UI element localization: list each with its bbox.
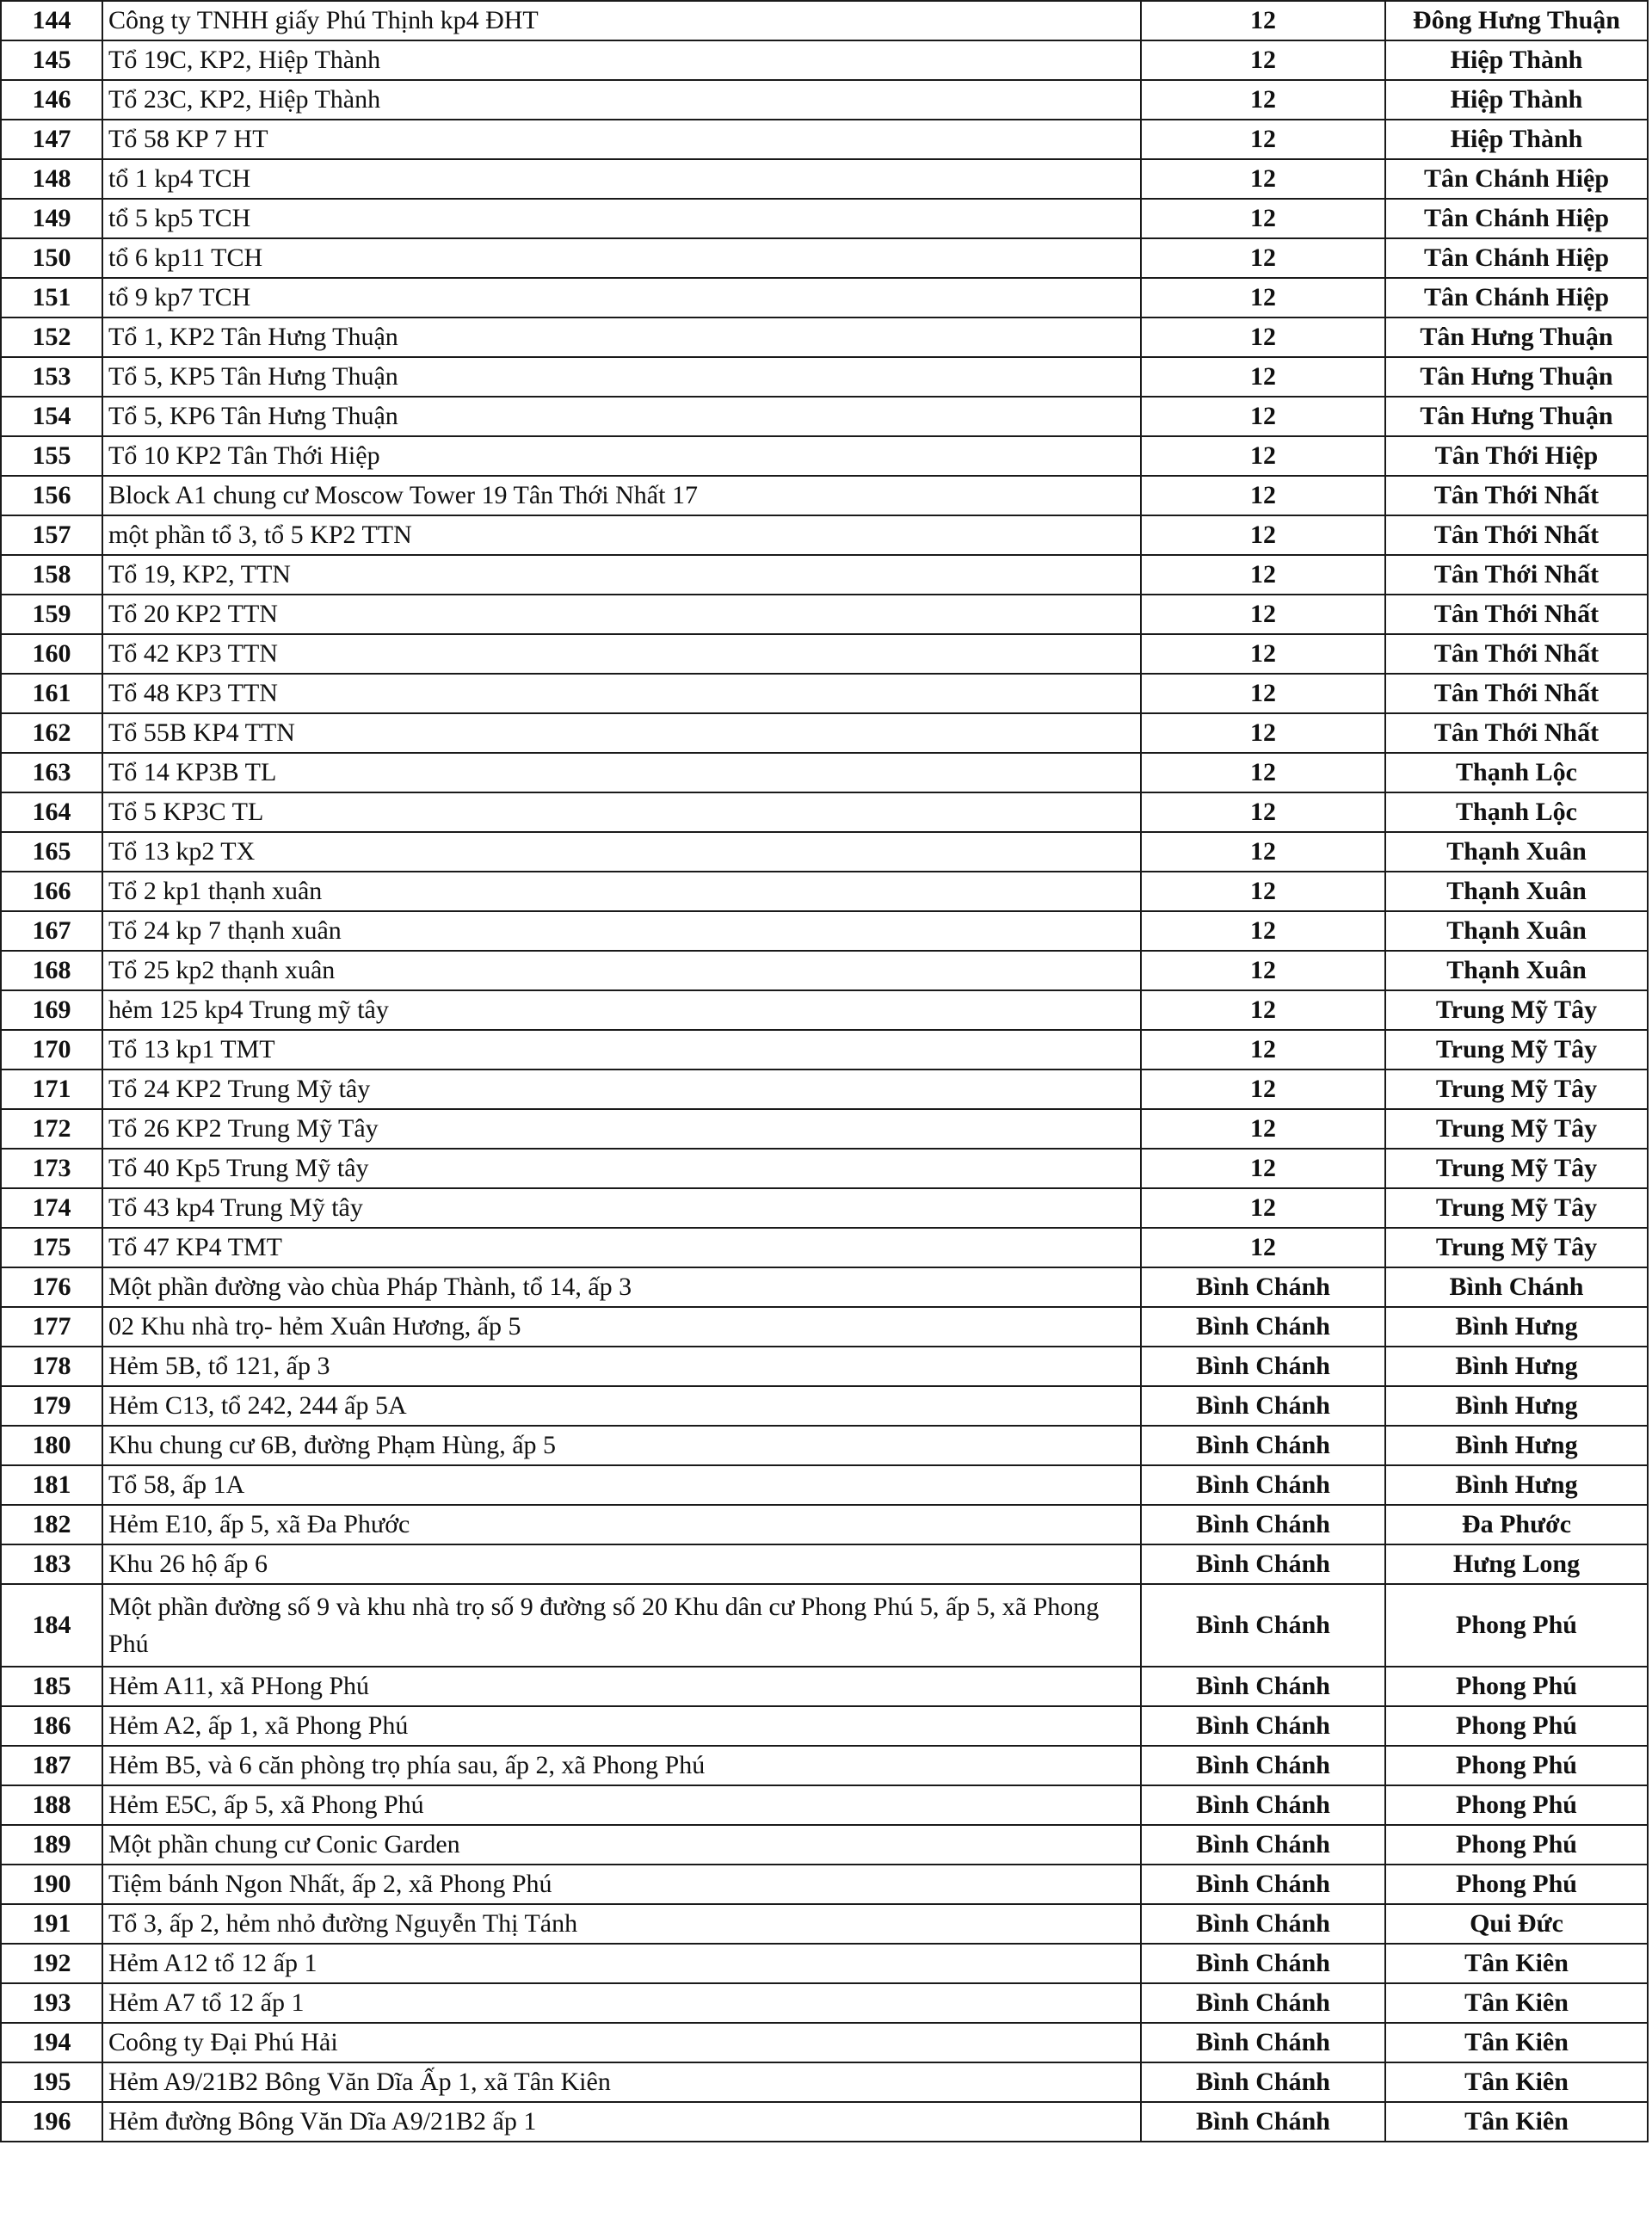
location-cell: Tổ 1, KP2 Tân Hưng Thuận (102, 317, 1141, 357)
district-cell: 12 (1141, 555, 1385, 595)
table-row (1, 159, 1648, 199)
table-row (1, 595, 1648, 634)
ward-cell: Hiệp Thành (1385, 40, 1648, 80)
table-body (1, 1, 1648, 2142)
row-number-cell: 152 (1, 317, 102, 357)
district-cell: 12 (1141, 990, 1385, 1030)
district-cell: 12 (1141, 40, 1385, 80)
district-cell: 12 (1141, 753, 1385, 792)
table-row (1, 1, 1648, 40)
district-cell: 12 (1141, 911, 1385, 951)
location-cell: Tổ 24 kp 7 thạnh xuân (102, 911, 1141, 951)
table-row (1, 911, 1648, 951)
location-cell: Tổ 40 Kp5 Trung Mỹ tây (102, 1149, 1141, 1188)
location-cell: Tổ 19, KP2, TTN (102, 555, 1141, 595)
table-row (1, 40, 1648, 80)
row-number-cell: 193 (1, 1983, 102, 2023)
district-cell: 12 (1141, 357, 1385, 397)
location-cell: hẻm 125 kp4 Trung mỹ tây (102, 990, 1141, 1030)
district-cell: 12 (1141, 595, 1385, 634)
location-cell: Một phần đường số 9 và khu nhà trọ số 9 đường số 20 Khu dân cư Phong Phú 5, ấp 5, xã Phong Phú (102, 1584, 1141, 1667)
location-cell: tổ 5 kp5 TCH (102, 199, 1141, 238)
table-row (1, 674, 1648, 713)
ward-cell: Bình Chánh (1385, 1267, 1648, 1307)
ward-cell: Qui Đức (1385, 1904, 1648, 1944)
table-row (1, 278, 1648, 317)
ward-cell: Tân Thới Nhất (1385, 476, 1648, 515)
ward-cell: Tân Chánh Hiệp (1385, 278, 1648, 317)
table-row (1, 1904, 1648, 1944)
table-row (1, 397, 1648, 436)
row-number-cell: 183 (1, 1544, 102, 1584)
table-row (1, 990, 1648, 1030)
district-cell: Bình Chánh (1141, 1944, 1385, 1983)
location-cell: Tổ 43 kp4 Trung Mỹ tây (102, 1188, 1141, 1228)
row-number-cell: 184 (1, 1584, 102, 1667)
row-number-cell: 162 (1, 713, 102, 753)
row-number-cell: 171 (1, 1070, 102, 1109)
location-cell: Tổ 47 KP4 TMT (102, 1228, 1141, 1267)
table-row (1, 555, 1648, 595)
table-row (1, 199, 1648, 238)
district-cell: Bình Chánh (1141, 1825, 1385, 1865)
row-number-cell: 170 (1, 1030, 102, 1070)
district-cell: 12 (1141, 1070, 1385, 1109)
table-row (1, 1109, 1648, 1149)
district-cell: Bình Chánh (1141, 1983, 1385, 2023)
ward-cell: Tân Thới Hiệp (1385, 436, 1648, 476)
table-row (1, 436, 1648, 476)
district-cell: 12 (1141, 317, 1385, 357)
row-number-cell: 145 (1, 40, 102, 80)
row-number-cell: 148 (1, 159, 102, 199)
ward-cell: Hiệp Thành (1385, 120, 1648, 159)
table-row (1, 357, 1648, 397)
location-cell: Hẻm E5C, ấp 5, xã Phong Phú (102, 1785, 1141, 1825)
table-row (1, 80, 1648, 120)
row-number-cell: 173 (1, 1149, 102, 1188)
table-row (1, 1865, 1648, 1904)
location-cell: Tổ 5, KP6 Tân Hưng Thuận (102, 397, 1141, 436)
table-row (1, 1149, 1648, 1188)
ward-cell: Phong Phú (1385, 1706, 1648, 1746)
district-cell: 12 (1141, 792, 1385, 832)
ward-cell: Tân Hưng Thuận (1385, 357, 1648, 397)
ward-cell: Tân Kiên (1385, 2023, 1648, 2062)
location-cell: Tổ 26 KP2 Trung Mỹ Tây (102, 1109, 1141, 1149)
district-cell: Bình Chánh (1141, 1465, 1385, 1505)
table-row (1, 1584, 1648, 1667)
row-number-cell: 179 (1, 1386, 102, 1426)
row-number-cell: 166 (1, 872, 102, 911)
row-number-cell: 159 (1, 595, 102, 634)
ward-cell: Bình Hưng (1385, 1386, 1648, 1426)
row-number-cell: 192 (1, 1944, 102, 1983)
ward-cell: Tân Kiên (1385, 1944, 1648, 1983)
district-cell: 12 (1141, 476, 1385, 515)
district-cell: Bình Chánh (1141, 1865, 1385, 1904)
ward-cell: Phong Phú (1385, 1746, 1648, 1785)
ward-cell: Tân Chánh Hiệp (1385, 238, 1648, 278)
district-cell: 12 (1141, 951, 1385, 990)
table-row (1, 238, 1648, 278)
district-cell: 12 (1141, 1188, 1385, 1228)
row-number-cell: 181 (1, 1465, 102, 1505)
location-cell: tổ 6 kp11 TCH (102, 238, 1141, 278)
row-number-cell: 157 (1, 515, 102, 555)
district-cell: Bình Chánh (1141, 1667, 1385, 1706)
row-number-cell: 190 (1, 1865, 102, 1904)
row-number-cell: 155 (1, 436, 102, 476)
location-cell: Tổ 13 kp1 TMT (102, 1030, 1141, 1070)
row-number-cell: 161 (1, 674, 102, 713)
row-number-cell: 160 (1, 634, 102, 674)
ward-cell: Tân Kiên (1385, 2062, 1648, 2102)
ward-cell: Tân Hưng Thuận (1385, 397, 1648, 436)
district-cell: Bình Chánh (1141, 2023, 1385, 2062)
ward-cell: Trung Mỹ Tây (1385, 1149, 1648, 1188)
district-cell: Bình Chánh (1141, 1706, 1385, 1746)
location-cell: Coông ty Đại Phú Hải (102, 2023, 1141, 2062)
district-cell: 12 (1141, 634, 1385, 674)
table-row (1, 1347, 1648, 1386)
row-number-cell: 175 (1, 1228, 102, 1267)
location-cell: Tổ 48 KP3 TTN (102, 674, 1141, 713)
district-cell: Bình Chánh (1141, 2102, 1385, 2142)
table-row (1, 1785, 1648, 1825)
table-row (1, 120, 1648, 159)
location-cell: Công ty TNHH giấy Phú Thịnh kp4 ĐHT (102, 1, 1141, 40)
district-cell: 12 (1141, 1, 1385, 40)
location-cell: tổ 1 kp4 TCH (102, 159, 1141, 199)
location-cell: Hẻm A11, xã PHong Phú (102, 1667, 1141, 1706)
ward-cell: Trung Mỹ Tây (1385, 1188, 1648, 1228)
row-number-cell: 144 (1, 1, 102, 40)
location-cell: Hẻm A12 tổ 12 ấp 1 (102, 1944, 1141, 1983)
row-number-cell: 196 (1, 2102, 102, 2142)
location-cell: Khu 26 hộ ấp 6 (102, 1544, 1141, 1584)
row-number-cell: 153 (1, 357, 102, 397)
ward-cell: Thạnh Xuân (1385, 951, 1648, 990)
row-number-cell: 150 (1, 238, 102, 278)
table-row (1, 792, 1648, 832)
table-row (1, 872, 1648, 911)
district-cell: Bình Chánh (1141, 1386, 1385, 1426)
row-number-cell: 146 (1, 80, 102, 120)
ward-cell: Thạnh Lộc (1385, 753, 1648, 792)
district-cell: 12 (1141, 159, 1385, 199)
table-row (1, 1983, 1648, 2023)
ward-cell: Tân Thới Nhất (1385, 674, 1648, 713)
location-cell: Tổ 58 KP 7 HT (102, 120, 1141, 159)
row-number-cell: 167 (1, 911, 102, 951)
table-row (1, 1030, 1648, 1070)
location-cell: Khu chung cư 6B, đường Phạm Hùng, ấp 5 (102, 1426, 1141, 1465)
location-cell: Hẻm C13, tổ 242, 244 ấp 5A (102, 1386, 1141, 1426)
ward-cell: Tân Chánh Hiệp (1385, 199, 1648, 238)
ward-cell: Bình Hưng (1385, 1347, 1648, 1386)
table-row (1, 1386, 1648, 1426)
ward-cell: Phong Phú (1385, 1584, 1648, 1667)
location-cell: Tổ 2 kp1 thạnh xuân (102, 872, 1141, 911)
district-cell: Bình Chánh (1141, 1347, 1385, 1386)
district-cell: 12 (1141, 1228, 1385, 1267)
table-row (1, 1544, 1648, 1584)
row-number-cell: 182 (1, 1505, 102, 1544)
district-cell: 12 (1141, 713, 1385, 753)
location-cell: Tổ 5, KP5 Tân Hưng Thuận (102, 357, 1141, 397)
location-cell: Hẻm 5B, tổ 121, ấp 3 (102, 1347, 1141, 1386)
ward-cell: Bình Hưng (1385, 1307, 1648, 1347)
table-row (1, 713, 1648, 753)
location-cell: Block A1 chung cư Moscow Tower 19 Tân Thới Nhất 17 (102, 476, 1141, 515)
ward-cell: Tân Kiên (1385, 2102, 1648, 2142)
row-number-cell: 168 (1, 951, 102, 990)
ward-cell: Trung Mỹ Tây (1385, 990, 1648, 1030)
row-number-cell: 165 (1, 832, 102, 872)
district-cell: 12 (1141, 278, 1385, 317)
row-number-cell: 163 (1, 753, 102, 792)
ward-cell: Thạnh Xuân (1385, 872, 1648, 911)
district-cell: Bình Chánh (1141, 1785, 1385, 1825)
table-row (1, 1706, 1648, 1746)
location-cell: Hẻm B5, và 6 căn phòng trọ phía sau, ấp 2, xã Phong Phú (102, 1746, 1141, 1785)
row-number-cell: 158 (1, 555, 102, 595)
district-cell: 12 (1141, 120, 1385, 159)
ward-cell: Phong Phú (1385, 1785, 1648, 1825)
table-row (1, 2102, 1648, 2142)
row-number-cell: 169 (1, 990, 102, 1030)
row-number-cell: 195 (1, 2062, 102, 2102)
row-number-cell: 147 (1, 120, 102, 159)
ward-cell: Trung Mỹ Tây (1385, 1030, 1648, 1070)
table-row (1, 2023, 1648, 2062)
ward-cell: Tân Thới Nhất (1385, 555, 1648, 595)
ward-cell: Phong Phú (1385, 1865, 1648, 1904)
ward-cell: Tân Thới Nhất (1385, 595, 1648, 634)
ward-cell: Trung Mỹ Tây (1385, 1109, 1648, 1149)
row-number-cell: 191 (1, 1904, 102, 1944)
table-row (1, 1944, 1648, 1983)
table-row (1, 1267, 1648, 1307)
table-row (1, 1505, 1648, 1544)
district-cell: 12 (1141, 1030, 1385, 1070)
row-number-cell: 186 (1, 1706, 102, 1746)
row-number-cell: 151 (1, 278, 102, 317)
row-number-cell: 188 (1, 1785, 102, 1825)
table-row (1, 1188, 1648, 1228)
table-row (1, 2062, 1648, 2102)
location-cell: Một phần đường vào chùa Pháp Thành, tổ 14, ấp 3 (102, 1267, 1141, 1307)
ward-cell: Phong Phú (1385, 1825, 1648, 1865)
district-cell: 12 (1141, 674, 1385, 713)
row-number-cell: 154 (1, 397, 102, 436)
district-cell: 12 (1141, 515, 1385, 555)
ward-cell: Tân Thới Nhất (1385, 634, 1648, 674)
table-row (1, 1825, 1648, 1865)
table-row (1, 1070, 1648, 1109)
location-cell: 02 Khu nhà trọ- hẻm Xuân Hương, ấp 5 (102, 1307, 1141, 1347)
row-number-cell: 180 (1, 1426, 102, 1465)
district-cell: Bình Chánh (1141, 1307, 1385, 1347)
district-cell: 12 (1141, 238, 1385, 278)
ward-cell: Trung Mỹ Tây (1385, 1070, 1648, 1109)
row-number-cell: 149 (1, 199, 102, 238)
location-cell: Tổ 24 KP2 Trung Mỹ tây (102, 1070, 1141, 1109)
district-cell: 12 (1141, 872, 1385, 911)
row-number-cell: 164 (1, 792, 102, 832)
location-cell: Tổ 14 KP3B TL (102, 753, 1141, 792)
district-cell: Bình Chánh (1141, 1505, 1385, 1544)
table-row (1, 1746, 1648, 1785)
district-cell: 12 (1141, 832, 1385, 872)
location-cell: Tiệm bánh Ngon Nhất, ấp 2, xã Phong Phú (102, 1865, 1141, 1904)
district-cell: Bình Chánh (1141, 1267, 1385, 1307)
row-number-cell: 176 (1, 1267, 102, 1307)
location-cell: Tổ 19C, KP2, Hiệp Thành (102, 40, 1141, 80)
table-row (1, 1667, 1648, 1706)
ward-cell: Đông Hưng Thuận (1385, 1, 1648, 40)
table-row (1, 1307, 1648, 1347)
row-number-cell: 156 (1, 476, 102, 515)
location-cell: Tổ 23C, KP2, Hiệp Thành (102, 80, 1141, 120)
district-cell: 12 (1141, 80, 1385, 120)
location-cell: Một phần chung cư Conic Garden (102, 1825, 1141, 1865)
district-cell: Bình Chánh (1141, 1544, 1385, 1584)
location-cell: Hẻm đường Bông Văn Dĩa A9/21B2 ấp 1 (102, 2102, 1141, 2142)
location-cell: Tổ 3, ấp 2, hẻm nhỏ đường Nguyễn Thị Tánh (102, 1904, 1141, 1944)
table-row (1, 832, 1648, 872)
district-cell: 12 (1141, 199, 1385, 238)
location-cell: Tổ 10 KP2 Tân Thới Hiệp (102, 436, 1141, 476)
location-cell: Tổ 58, ấp 1A (102, 1465, 1141, 1505)
location-cell: Hẻm A9/21B2 Bông Văn Dĩa Ấp 1, xã Tân Kiên (102, 2062, 1141, 2102)
location-cell: Tổ 13 kp2 TX (102, 832, 1141, 872)
ward-cell: Thạnh Xuân (1385, 832, 1648, 872)
ward-cell: Hiệp Thành (1385, 80, 1648, 120)
location-cell: một phần tổ 3, tổ 5 KP2 TTN (102, 515, 1141, 555)
location-cell: Tổ 42 KP3 TTN (102, 634, 1141, 674)
table-row (1, 753, 1648, 792)
ward-cell: Tân Hưng Thuận (1385, 317, 1648, 357)
district-cell: Bình Chánh (1141, 1904, 1385, 1944)
table-row (1, 1465, 1648, 1505)
table-row (1, 1228, 1648, 1267)
row-number-cell: 174 (1, 1188, 102, 1228)
row-number-cell: 187 (1, 1746, 102, 1785)
row-number-cell: 178 (1, 1347, 102, 1386)
row-number-cell: 172 (1, 1109, 102, 1149)
row-number-cell: 177 (1, 1307, 102, 1347)
location-cell: Tổ 5 KP3C TL (102, 792, 1141, 832)
table-row (1, 476, 1648, 515)
row-number-cell: 185 (1, 1667, 102, 1706)
row-number-cell: 189 (1, 1825, 102, 1865)
table-row (1, 515, 1648, 555)
ward-cell: Hưng Long (1385, 1544, 1648, 1584)
location-cell: Tổ 25 kp2 thạnh xuân (102, 951, 1141, 990)
table-row (1, 1426, 1648, 1465)
location-cell: Hẻm A7 tổ 12 ấp 1 (102, 1983, 1141, 2023)
district-cell: Bình Chánh (1141, 2062, 1385, 2102)
district-cell: 12 (1141, 1109, 1385, 1149)
ward-cell: Thạnh Xuân (1385, 911, 1648, 951)
table-row (1, 951, 1648, 990)
ward-cell: Thạnh Lộc (1385, 792, 1648, 832)
district-cell: Bình Chánh (1141, 1426, 1385, 1465)
district-cell: Bình Chánh (1141, 1746, 1385, 1785)
location-cell: Tổ 20 KP2 TTN (102, 595, 1141, 634)
location-cell: Tổ 55B KP4 TTN (102, 713, 1141, 753)
district-cell: Bình Chánh (1141, 1584, 1385, 1667)
district-cell: 12 (1141, 1149, 1385, 1188)
ward-cell: Bình Hưng (1385, 1426, 1648, 1465)
location-cell: Hẻm A2, ấp 1, xã Phong Phú (102, 1706, 1141, 1746)
ward-cell: Trung Mỹ Tây (1385, 1228, 1648, 1267)
ward-cell: Tân Kiên (1385, 1983, 1648, 2023)
ward-cell: Bình Hưng (1385, 1465, 1648, 1505)
location-cell: Hẻm E10, ấp 5, xã Đa Phước (102, 1505, 1141, 1544)
ward-cell: Đa Phước (1385, 1505, 1648, 1544)
row-number-cell: 194 (1, 2023, 102, 2062)
ward-cell: Tân Chánh Hiệp (1385, 159, 1648, 199)
table-row (1, 317, 1648, 357)
table-row (1, 634, 1648, 674)
ward-cell: Phong Phú (1385, 1667, 1648, 1706)
ward-cell: Tân Thới Nhất (1385, 713, 1648, 753)
district-cell: 12 (1141, 397, 1385, 436)
ward-cell: Tân Thới Nhất (1385, 515, 1648, 555)
district-cell: 12 (1141, 436, 1385, 476)
location-cell: tổ 9 kp7 TCH (102, 278, 1141, 317)
